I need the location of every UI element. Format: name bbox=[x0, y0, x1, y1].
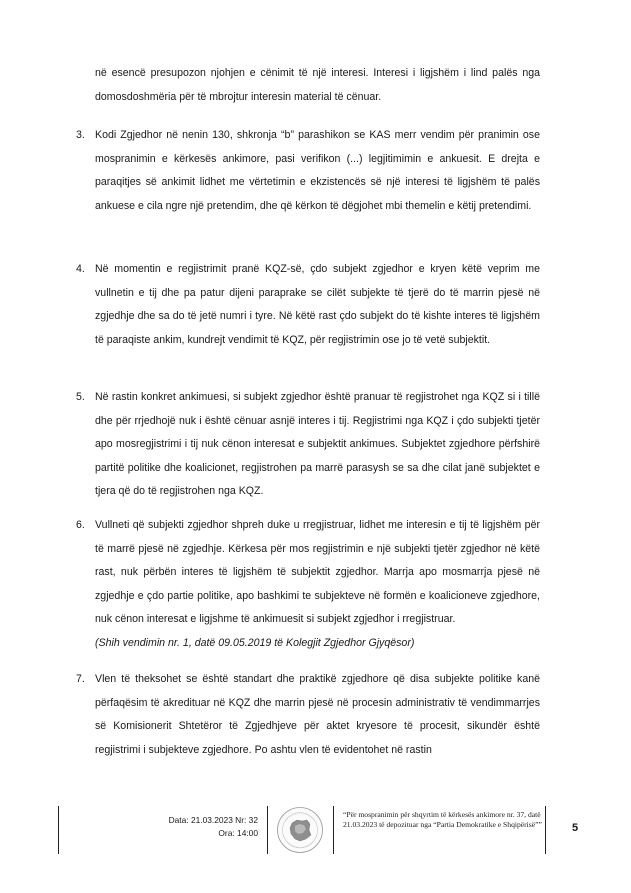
list-item bbox=[0, 514, 631, 656]
citation: (Shih vendimin nr. 1, datë 09.05.2019 të Kolegjit Zgjedhor Gjyqësor) bbox=[95, 636, 415, 649]
item-body: Vullneti që subjekti zgjedhor shpreh duke u rregjistruar, lidhet me interesin e tij të ligjshëm për të marrë pjesë në zgjedhje. Kërkesa për mos regjistrimin e një subjekti tjetër zgjedhor në këtë rast, nuk përbën interes të ligjshëm të subjektit zgjedhor. Marrja apo mosmarrja pjesë në zgjedhje e çdo partie politike, apo bashkimi te subjekteve në formën e koalicioneve zgjedhore, nuk cënon interesat e ligjshme të ankimuesit si subjekt zgjedhor i rregjistruar. bbox=[95, 519, 540, 626]
footer-divider bbox=[545, 806, 546, 854]
item-text: Kodi Zgjedhor në nenin 130, shkronja “b” parashikon se KAS merr vendim për pranimin ose mospranimin e kërkesës ankimore, pasi verifikon (...) legjitimimin e ankuesit. E drejta e paraqitjes së ankimit lidhet me vërtetimin e ekzistencës së një interesi të ligjshëm të palës ankuese e cila ngre një pretendim, dhe që kërkon të dëgjohet mbi themelin e këtij pretendimi. bbox=[95, 129, 540, 212]
footer-note: “Për mospranimin për shqyrtim të kërkesës ankimore nr. 37, datë 21.03.2023 të depozituar nga “Partia Demokratike e Shqipërisë”” bbox=[343, 810, 542, 829]
item-text: Në rastin konkret ankimuesi, si subjekt zgjedhor është pranuar të regjistrohet nga KQZ si i tillë dhe për rrjedhojë nuk i është cënuar asnjë interes i tij. Regjistrimi nga KQZ i çdo subjekti tjetër apo mosregjistrimi i tij nuk cënon interesat e subjektit ankimues. Subjektet zgjedhore përfshirë partitë politike dhe koalicionet, regjistrohen pa marrë parasysh se sa dhe cilat janë subjektet e tjera që do të regjistrohen nga KQZ. bbox=[95, 391, 540, 498]
page-footer bbox=[0, 800, 631, 860]
footer-time: Ora: 14:00 bbox=[218, 828, 258, 838]
list-item bbox=[0, 668, 631, 762]
footer-date-block bbox=[120, 814, 258, 840]
list-item bbox=[0, 386, 631, 504]
list-item bbox=[0, 258, 631, 352]
item-number: 3. bbox=[76, 129, 85, 141]
item-text bbox=[95, 514, 540, 656]
footer-date: Data: 21.03.2023 Nr: 32 bbox=[168, 815, 258, 825]
item-text: Vlen të theksohet se është standart dhe praktikë zgjedhore që disa subjekte politike kanë përfaqësim të akredituar në KQZ dhe marrin pjesë në procesin administrativ të vendimmarrjes së Komisionerit Shtetëror të Zgjedhjeve për aktet kryesore të procesit, sikundër është regjistrimi i subjekteve zgjedhore. Po ashtu vlen të evidentohet në rastin bbox=[95, 673, 540, 756]
item-number: 7. bbox=[76, 673, 85, 685]
page-number: 5 bbox=[572, 822, 579, 834]
item-number: 4. bbox=[76, 263, 85, 275]
list-item bbox=[0, 124, 631, 218]
footer-divider bbox=[58, 806, 59, 854]
item-text: Në momentin e regjistrimit pranë KQZ-së, çdo subjekt zgjedhor e kryen këtë veprim me vullnetin e tij dhe pa patur dijeni paraprake se cilët subjekte të tjerë do të marrin pjesë në zgjedhje dhe sa do të jetë numri i tyre. Në këtë rast çdo subjekt do të kishte interes të ligjshëm të paraqiste ankim, kundrejt vendimit të KQZ, për regjistrimin ose jo të vetë subjektit. bbox=[95, 263, 540, 346]
footer-divider bbox=[267, 806, 268, 854]
item-number: 6. bbox=[76, 519, 85, 531]
intro-paragraph: në esencë presupozon njohjen e cënimit të një interesi. Interesi i ligjshëm i lind palës nga domosdoshmëria për të mbrojtur interesin material të cënuar. bbox=[95, 67, 540, 103]
footer-divider bbox=[333, 806, 334, 854]
commission-seal-icon bbox=[276, 806, 324, 854]
item-number: 5. bbox=[76, 391, 85, 403]
